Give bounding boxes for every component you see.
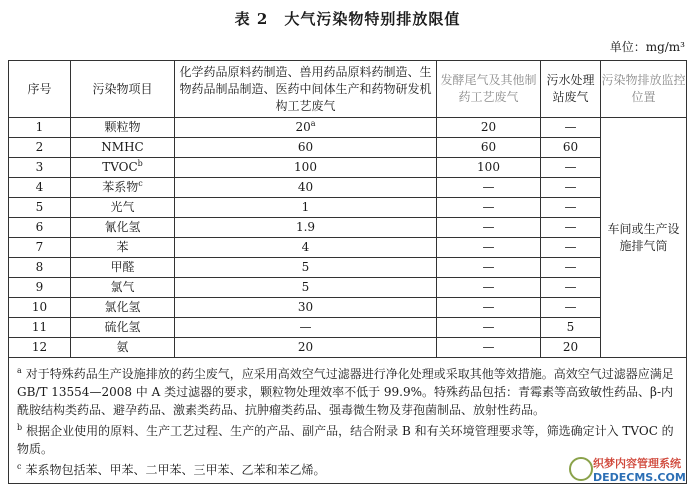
cell-limit-wastewater-text: —: [564, 200, 577, 214]
cell-item-text: TVOC: [102, 160, 138, 174]
cell-limit-wastewater: [541, 118, 601, 138]
cell-no: [9, 278, 71, 298]
cell-limit-process-a: [175, 258, 437, 278]
cell-limit-process-a-text: 60: [297, 140, 314, 154]
cell-limit-wastewater-text: 5: [566, 320, 575, 334]
logo-ring-icon: [569, 457, 593, 481]
cell-limit-wastewater: [541, 158, 601, 178]
cell-limit-wastewater: [541, 298, 601, 318]
cell-limit-wastewater: [541, 138, 601, 158]
cell-limit-process-b: [437, 338, 541, 358]
cell-limit-process-a-text: 100: [294, 160, 317, 174]
cell-no-text: 5: [35, 200, 44, 214]
cell-limit-process-a-text: 20: [295, 120, 311, 134]
cell-limit-wastewater: [541, 318, 601, 338]
header-process-a: 化学药品原料药制造、兽用药品原料药制造、生物药品制品制造、医药中间体生产和药物研发机构工艺废气: [175, 61, 437, 118]
cell-limit-process-b-text: —: [482, 300, 495, 314]
cell-limit-process-a: [175, 238, 437, 258]
table-row: [9, 138, 687, 158]
cell-item: [71, 198, 175, 218]
note-mark: a: [17, 366, 22, 375]
cell-limit-process-a-text: 30: [297, 300, 314, 314]
cell-no-text: 2: [35, 140, 44, 154]
cell-limit-process-b: [437, 178, 541, 198]
cell-limit-wastewater: [541, 238, 601, 258]
header-wastewater: 污水处理站废气: [541, 61, 601, 118]
table-row: [9, 298, 687, 318]
cell-limit-process-a-text: 20: [297, 340, 314, 354]
cell-item-text: 氯化氢: [104, 300, 141, 314]
cell-item: [71, 218, 175, 238]
cell-limit-wastewater: [541, 198, 601, 218]
note-mark: c: [17, 462, 22, 471]
cell-item-text: 氨: [116, 340, 129, 354]
cell-limit-process-b-text: —: [482, 240, 495, 254]
cell-item: [71, 178, 175, 198]
cell-limit-process-b: [437, 238, 541, 258]
cell-item-text: 苯: [116, 240, 129, 254]
watermark-logo: [569, 453, 689, 487]
header-no: 序号: [9, 61, 71, 118]
cell-limit-wastewater-text: 20: [562, 340, 579, 354]
watermark-line1: 织梦内容管理系统: [593, 457, 681, 470]
cell-item: [71, 238, 175, 258]
cell-no-text: 4: [35, 180, 44, 194]
cell-limit-process-a: [175, 118, 437, 138]
cell-item: [71, 298, 175, 318]
cell-limit-process-a-text: 5: [301, 280, 310, 294]
cell-limit-process-b: [437, 138, 541, 158]
cell-item-footnote-mark: b: [137, 159, 143, 168]
note-text: 对于特殊药品生产设施排放的药尘废气，应采用高效空气过滤器进行净化处理或采取其他等效措施。高效空气过滤器应满足 GB/T 13554—2008 中 A 类过滤器的要求，颗粒物处理效率不低于 99.9%。特殊药品包括：青霉素等高致敏性药品、β-内酰胺结构类药品、避孕药品、激素类药品、抗肿瘤类药品、强毒微生物及芽孢菌制品、放射性药品。: [17, 367, 674, 417]
cell-limit-process-a: [175, 278, 437, 298]
cell-limit-process-b-text: —: [482, 220, 495, 234]
cell-limit-process-a-text: —: [299, 320, 312, 334]
cell-item: [71, 138, 175, 158]
cell-limit-process-a: [175, 318, 437, 338]
cell-limit-wastewater: [541, 338, 601, 358]
cell-limit-wastewater-text: 60: [562, 140, 579, 154]
cell-limit-process-a-text: 4: [301, 240, 310, 254]
cell-limit-wastewater-text: —: [564, 220, 577, 234]
cell-limit-process-b-text: —: [482, 200, 495, 214]
cell-no-text: 1: [35, 120, 44, 134]
cell-limit-wastewater-text: —: [564, 260, 577, 274]
table-row: [9, 218, 687, 238]
cell-limit-process-b: [437, 158, 541, 178]
cell-item: [71, 278, 175, 298]
cell-limit-process-a: [175, 158, 437, 178]
cell-limit-process-b-text: —: [482, 320, 495, 334]
cell-no-text: 3: [35, 160, 44, 174]
cell-limit-process-b: [437, 278, 541, 298]
cell-limit-process-b: [437, 298, 541, 318]
cell-item-text: 光气: [110, 200, 135, 214]
cell-limit-process-b-text: —: [482, 340, 495, 354]
cell-limit-process-b: [437, 118, 541, 138]
cell-limit-process-a-text: 1.9: [295, 220, 316, 234]
cell-monitor-location: 车间或生产设施排气筒: [601, 118, 687, 358]
cell-item-text: 苯系物: [102, 180, 139, 194]
cell-no: [9, 218, 71, 238]
header-row: [9, 61, 687, 118]
table-row: [9, 118, 687, 138]
cell-no-text: 9: [35, 280, 44, 294]
cell-limit-wastewater-text: —: [564, 180, 577, 194]
cell-limit-process-a: [175, 198, 437, 218]
cell-no: [9, 318, 71, 338]
cell-limit-wastewater: [541, 218, 601, 238]
cell-limit-process-a: [175, 218, 437, 238]
cell-limit-wastewater-text: —: [564, 160, 577, 174]
table-row: [9, 258, 687, 278]
note-text: 苯系物包括苯、甲苯、二甲苯、三甲苯、乙苯和苯乙烯。: [25, 463, 326, 477]
cell-no-text: 12: [31, 340, 48, 354]
cell-no: [9, 238, 71, 258]
cell-item-text: 硫化氢: [104, 320, 141, 334]
cell-item: [71, 258, 175, 278]
cell-limit-process-b: [437, 198, 541, 218]
unit-label: 单位：mg/m³: [609, 40, 685, 54]
cell-limit-wastewater-text: —: [564, 120, 577, 134]
cell-limit-process-a-text: 40: [297, 180, 314, 194]
cell-item-footnote-mark: c: [138, 179, 143, 188]
cell-no: [9, 258, 71, 278]
cell-limit-process-b: [437, 318, 541, 338]
cell-limit-process-b-text: —: [482, 280, 495, 294]
cell-limit-process-b-text: —: [482, 180, 495, 194]
note-mark: b: [17, 423, 23, 432]
cell-limit-process-a: [175, 338, 437, 358]
cell-no: [9, 158, 71, 178]
cell-limit-process-b: [437, 258, 541, 278]
cell-limit-process-b-text: —: [482, 260, 495, 274]
table-row: [9, 338, 687, 358]
cell-limit-process-b-text: 60: [480, 140, 497, 154]
note-item: [17, 362, 678, 419]
cell-limit-wastewater: [541, 178, 601, 198]
cell-limit-process-a: [175, 138, 437, 158]
cell-limit-wastewater: [541, 278, 601, 298]
cell-no-text: 11: [31, 320, 48, 334]
cell-limit-process-a-text: 1: [301, 200, 310, 214]
table-row: [9, 158, 687, 178]
cell-limit-wastewater: [541, 258, 601, 278]
table-row: [9, 238, 687, 258]
cell-no: [9, 298, 71, 318]
cell-item: [71, 318, 175, 338]
cell-item-text: 氰化氢: [104, 220, 141, 234]
cell-item-text: 颗粒物: [104, 120, 141, 134]
table-row: [9, 318, 687, 338]
header-item: 污染物项目: [71, 61, 175, 118]
cell-limit-process-a: [175, 298, 437, 318]
cell-item-text: NMHC: [101, 140, 144, 154]
emission-limits-table: [8, 60, 687, 484]
table-title: 表 2 大气污染物特别排放限值: [234, 10, 461, 28]
cell-limit-process-a-footnote-mark: a: [310, 119, 316, 128]
watermark-line2: DEDECMS.COM: [593, 471, 686, 484]
cell-no: [9, 178, 71, 198]
cell-no-text: 6: [35, 220, 44, 234]
cell-item: [71, 118, 175, 138]
cell-limit-process-b-text: 100: [477, 160, 500, 174]
cell-item: [71, 338, 175, 358]
cell-limit-process-a: [175, 178, 437, 198]
header-process-b: 发酵尾气及其他制药工艺废气: [437, 61, 541, 118]
cell-no: [9, 338, 71, 358]
cell-limit-wastewater-text: —: [564, 280, 577, 294]
cell-no: [9, 198, 71, 218]
table-row: [9, 278, 687, 298]
cell-no-text: 10: [31, 300, 48, 314]
cell-limit-wastewater-text: —: [564, 300, 577, 314]
cell-item-text: 氯气: [110, 280, 135, 294]
cell-limit-process-b: [437, 218, 541, 238]
cell-item-text: 甲醛: [110, 260, 135, 274]
cell-limit-process-b-text: 20: [480, 120, 497, 134]
cell-no-text: 8: [35, 260, 44, 274]
note-text: 根据企业使用的原料、生产工艺过程、生产的产品、副产品，结合附录 B 和有关环境管理要求等，筛选确定计入 TVOC 的物质。: [17, 424, 674, 456]
header-monitor: 污染物排放监控位置: [601, 61, 687, 118]
cell-item: [71, 158, 175, 178]
cell-limit-process-a-text: 5: [301, 260, 310, 274]
table-row: [9, 178, 687, 198]
cell-no: [9, 118, 71, 138]
cell-limit-wastewater-text: —: [564, 240, 577, 254]
cell-no-text: 7: [35, 240, 44, 254]
cell-no: [9, 138, 71, 158]
table-row: [9, 198, 687, 218]
